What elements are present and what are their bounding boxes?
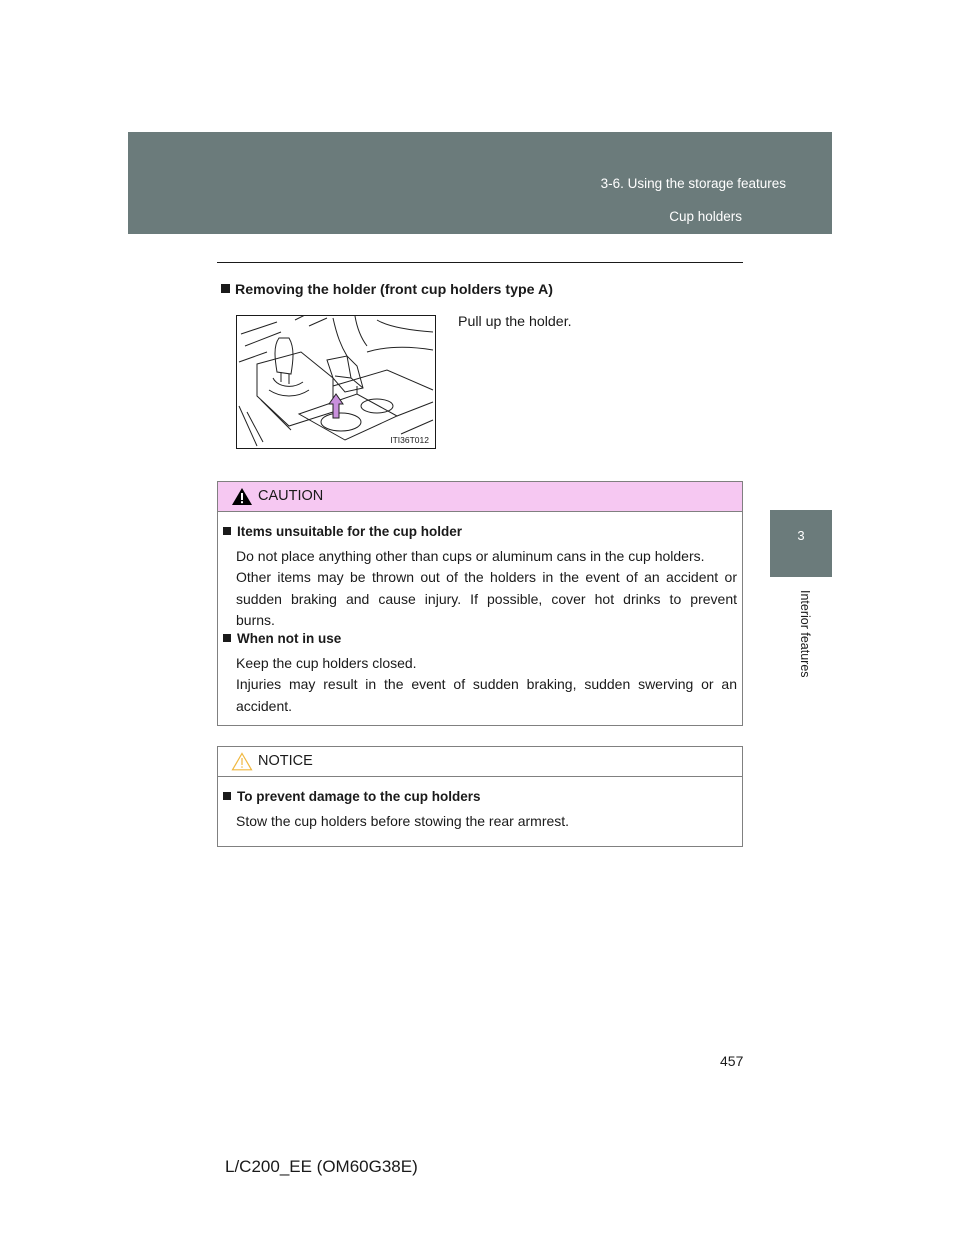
- notice-item-body: [236, 811, 737, 832]
- caution-item-line: burns.: [236, 611, 275, 628]
- bullet-square-icon: [221, 284, 230, 293]
- caution-item-line: Other items may be thrown out of the holders in the event of an accident or: [236, 569, 737, 586]
- notice-header: [218, 747, 742, 777]
- bullet-square-icon: [223, 634, 231, 642]
- bullet-square-icon: [223, 792, 231, 800]
- page-number: 457: [720, 1053, 744, 1069]
- caution-item-line: Injuries may result in the event of sudden braking, sudden swerving or an: [236, 676, 737, 693]
- caution-item-line: Do not place anything other than cups or aluminum cans in the cup holders.: [236, 548, 705, 564]
- caution-box: [217, 481, 743, 726]
- notice-title: NOTICE: [258, 753, 313, 769]
- section-heading: [221, 282, 553, 298]
- section-heading-text: Removing the holder (front cup holders type A): [235, 282, 553, 298]
- caution-item-body: [236, 546, 737, 631]
- cup-holder-illustration: [236, 315, 436, 449]
- section-title: 3-6. Using the storage features: [600, 176, 786, 191]
- console-drawing: [237, 316, 435, 448]
- notice-box: [217, 746, 743, 847]
- caution-item-heading: [223, 524, 462, 539]
- section-divider: [217, 262, 743, 263]
- caution-item-heading-text: Items unsuitable for the cup holder: [237, 524, 463, 539]
- caution-title: CAUTION: [258, 488, 324, 504]
- caution-item-line: sudden braking and cause injury. If possible, cover hot drinks to prevent: [236, 590, 737, 607]
- notice-triangle-icon: [231, 752, 253, 771]
- caution-item-heading-text: When not in use: [237, 631, 342, 646]
- caution-item-body: [236, 653, 737, 717]
- caution-item-line: Keep the cup holders closed.: [236, 655, 417, 671]
- chapter-title-vertical: Interior features: [798, 590, 812, 678]
- subsection-title: Cup holders: [669, 209, 742, 224]
- footer-model-code: L/C200_EE (OM60G38E): [225, 1157, 418, 1176]
- caution-header: [218, 482, 742, 512]
- caution-item-heading: [223, 631, 341, 646]
- notice-item-heading: [223, 789, 481, 804]
- bullet-square-icon: [223, 527, 231, 535]
- notice-item-heading-text: To prevent damage to the cup holders: [237, 789, 481, 804]
- chapter-tab: [770, 510, 832, 577]
- warning-triangle-icon: [231, 487, 253, 506]
- chapter-number: 3: [797, 528, 805, 543]
- instruction-text: Pull up the holder.: [458, 314, 572, 330]
- figure-code: ITI36T012: [390, 435, 429, 445]
- caution-item-line: accident.: [236, 697, 293, 714]
- page-header: [128, 132, 832, 234]
- notice-item-line: Stow the cup holders before stowing the rear armrest.: [236, 813, 570, 829]
